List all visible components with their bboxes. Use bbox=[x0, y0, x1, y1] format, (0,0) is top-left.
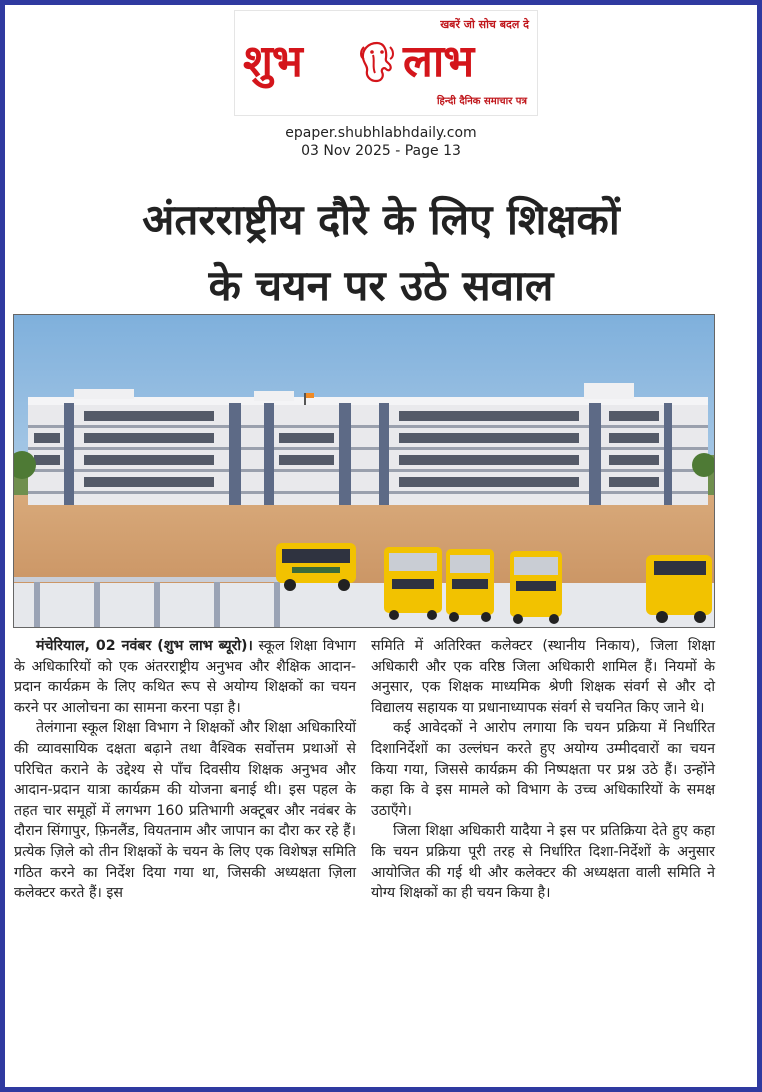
school-bus bbox=[510, 551, 562, 624]
logo-word-labh: लाभ bbox=[403, 36, 474, 87]
article-dateline: मंचेरियाल, 02 नवंबर (शुभ लाभ ब्यूरो)। bbox=[36, 638, 253, 654]
article-headline bbox=[5, 187, 757, 319]
masthead-logo[interactable] bbox=[234, 10, 538, 116]
article-column-right bbox=[371, 636, 715, 904]
headline-line-2: के चयन पर उठे सवाल bbox=[208, 261, 554, 310]
source-date-page: 03 Nov 2025 - Page 13 bbox=[301, 143, 461, 159]
paragraph: समिति में अतिरिक्त कलेक्टर (स्थानीय निकाय), जिला शिक्षा अधिकारी और एक वरिष्ठ जिला अधिकारी शामिल हैं। नियमों के अनुसार, एक शिक्षक माध्यमिक श्रेणी शिक्षक संवर्ग से और दो विद्यालय सहायक या प्रधानाध्यापक संवर्ग से चयनित किए जाने थे। bbox=[371, 638, 715, 716]
paragraph: तेलंगाना स्कूल शिक्षा विभाग ने शिक्षकों और शिक्षा अधिकारियों की व्यावसायिक दक्षता बढ़ाने तथा वैश्विक सर्वोत्तम प्रथाओं से परिचित कराने के उद्देश्य से पाँच दिवसीय शिक्षक अनुभव और आदान-प्रदान यात्रा कार्यक्रम की योजना बनाई थी। इस पहल के तहत चार समूहों में लगभग 160 प्रतिभागी अक्टूबर और नवंबर के दौरान सिंगापुर, फ़िनलैंड, वियतनाम और जापान का दौरा कर रहे हैं।प्रत्येक ज़िले को तीन शिक्षकों के चयन के लिए एक विशेषज्ञ समिति गठित करने का निर्देश दिया गया था, जिसकी अध्यक्षता ज़िला कलेक्टर करते हैं। इस bbox=[14, 720, 356, 902]
school-bus bbox=[446, 549, 494, 622]
headline-line-1: अंतरराष्ट्रीय दौरे के लिए शिक्षकों bbox=[142, 195, 620, 244]
school-building-photo bbox=[14, 315, 714, 627]
paragraph-text: स्कूल शिक्षा विभाग के अधिकारियों को एक अंतरराष्ट्रीय अनुभव और शैक्षिक आदान-प्रदान कार्यक्रम के लिए कथित रूप से अयोग्य शिक्षकों का चयन करने पर आलोचना का सामना करना पड़ा है। bbox=[14, 638, 356, 716]
article-column-left bbox=[14, 636, 356, 904]
logo-word-shubh: शुभ bbox=[243, 36, 302, 87]
source-info bbox=[5, 124, 757, 160]
article-photo bbox=[13, 314, 715, 628]
masthead-tagline: खबरें जो सोच बदल दे bbox=[440, 18, 529, 31]
paragraph bbox=[14, 636, 356, 718]
school-building bbox=[28, 383, 708, 505]
ganesh-icon bbox=[356, 39, 398, 85]
school-bus bbox=[384, 547, 442, 620]
source-site[interactable]: epaper.shubhlabhdaily.com bbox=[285, 125, 477, 141]
school-bus bbox=[646, 555, 712, 623]
masthead-subtag: हिन्दी दैनिक समाचार पत्र bbox=[436, 96, 527, 107]
paragraph: कई आवेदकों ने आरोप लगाया कि चयन प्रक्रिया में निर्धारित दिशानिर्देशों का उल्लंघन करते हुए अयोग्य उम्मीदवारों का चयन किया गया, जिससे कार्यक्रम की निष्पक्षता पर प्रश्न उठे हैं। उन्होंने कहा कि वे इस मामले को विभाग के उच्च अधिकारियों के समक्ष उठाएँगे। bbox=[371, 720, 715, 819]
paragraph: जिला शिक्षा अधिकारी यादैया ने इस पर प्रतिक्रिया देते हुए कहा कि चयन प्रक्रिया पूरी तरह से निर्धारित दिशा-निर्देशों के अनुसार आयोजित की गई थी और कलेक्टर की अध्यक्षता वाली समिति ने योग्य शिक्षकों का ही चयन किया है। bbox=[371, 823, 715, 902]
